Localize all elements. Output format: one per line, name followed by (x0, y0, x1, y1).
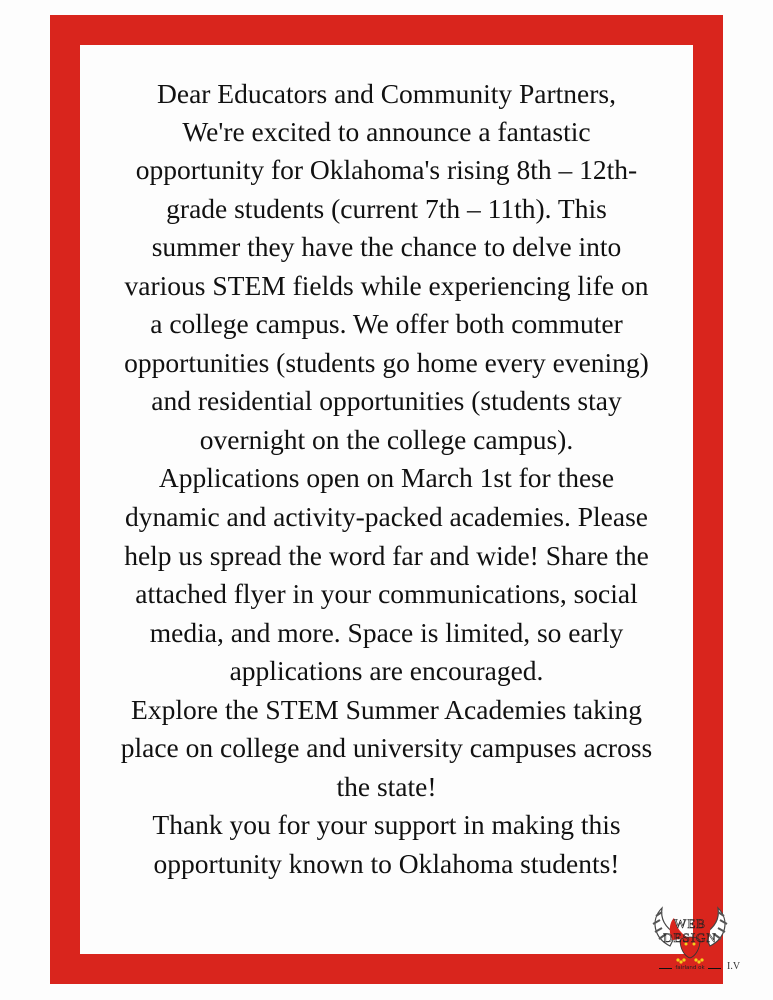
svg-text:DESIGN: DESIGN (663, 930, 717, 945)
svg-text:WEB: WEB (674, 916, 706, 931)
divider (708, 968, 721, 969)
letter-line: grade students (current 7th – 11th). This (166, 193, 607, 224)
letter-line: various STEM fields while experiencing life on (124, 270, 649, 301)
letter-line: summer they have the chance to delve into (151, 231, 622, 262)
letter-line: the state! (336, 771, 437, 802)
letter-line: attached flyer in your communications, social (135, 578, 638, 609)
signature-initials: I.V (727, 961, 741, 972)
letter-line: Explore the STEM Summer Academies taking (131, 694, 642, 725)
letter-line: applications are encouraged. (229, 655, 544, 686)
letter-line: help us spread the word far and wide! Share the (124, 540, 649, 571)
web-design-logo (640, 898, 740, 970)
letter-line: We're excited to announce a fantastic (182, 116, 591, 147)
divider (659, 968, 672, 969)
letter-line: opportunity for Oklahoma's rising 8th – 12th- (135, 154, 638, 185)
letter-line: opportunities (students go home every evening) (124, 347, 649, 378)
letter-line: and residential opportunities (students stay (151, 385, 622, 416)
letter-line: Dear Educators and Community Partners, (157, 78, 616, 109)
letter-line: place on college and university campuses across (120, 732, 653, 763)
letter-line: Applications open on March 1st for these (158, 462, 615, 493)
letter-line: Thank you for your support in making this (152, 809, 621, 840)
letter-line: dynamic and activity-packed academies. Please (124, 501, 649, 532)
letter-line: overnight on the college campus). (199, 424, 574, 455)
phoenix-bird-icon (640, 898, 740, 970)
letter-line: opportunity known to Oklahoma students! (153, 848, 620, 879)
tagline-text: fairland ok (675, 965, 705, 971)
logo-tagline (658, 963, 722, 973)
letter-line: media, and more. Space is limited, so early (149, 617, 624, 648)
letter-line: a college campus. We offer both commuter (150, 308, 623, 339)
